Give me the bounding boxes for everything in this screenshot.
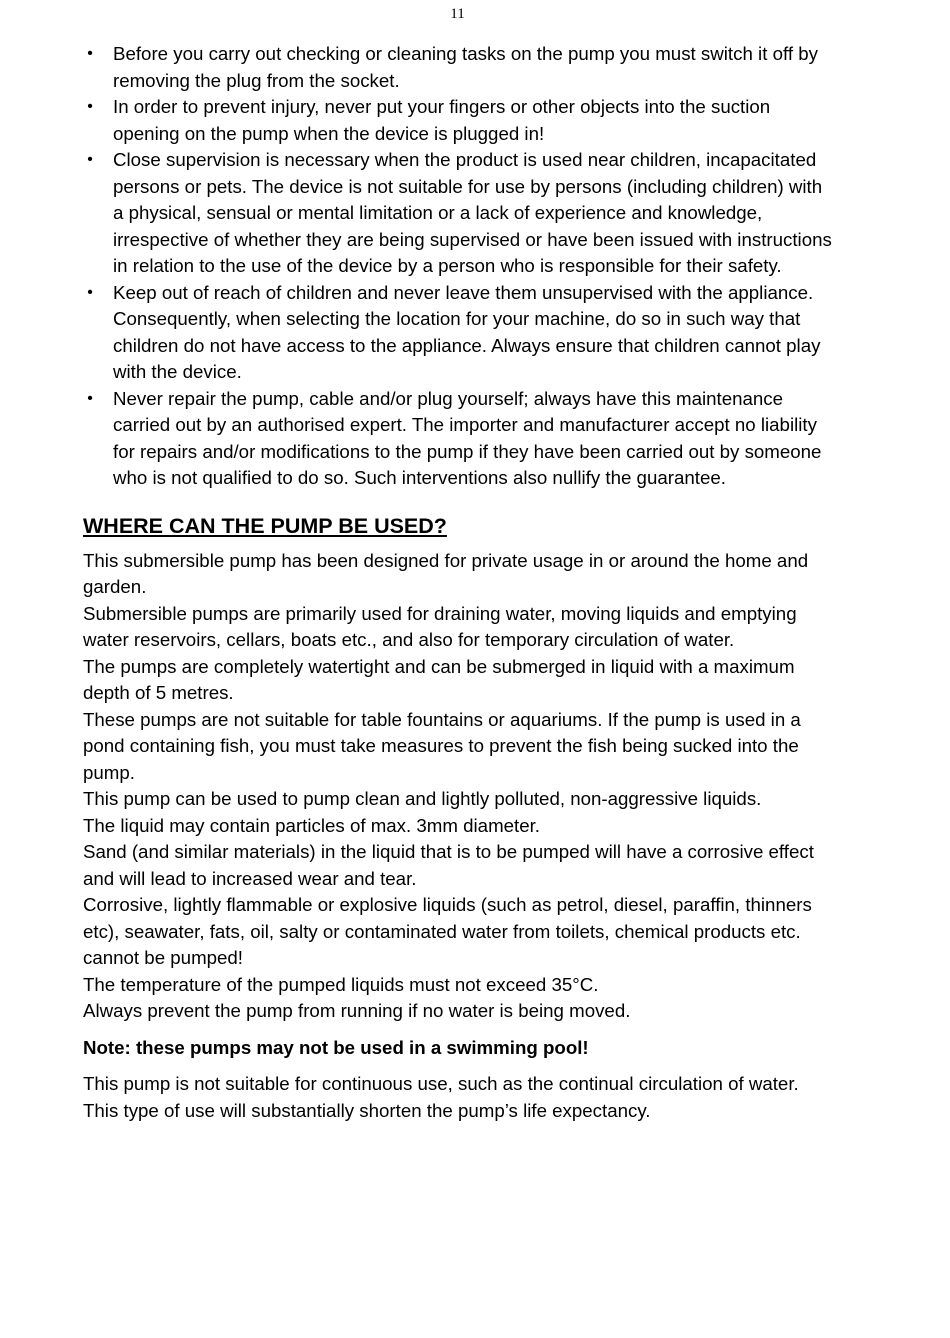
swimming-pool-note: Note: these pumps may not be used in a swimming pool! (83, 1036, 589, 1058)
paragraph: The pumps are completely watertight and can be submerged in liquid with a maximum depth of 5 metres. (83, 655, 795, 703)
paragraph: Submersible pumps are primarily used for draining water, moving liquids and emptying water reservoirs, cellars, boats etc., and also for temporary circulation of water. (83, 602, 797, 650)
paragraph: This pump can be used to pump clean and lightly polluted, non-aggressive liquids. (83, 788, 762, 809)
bullet-icon: • (87, 151, 93, 168)
page-content (83, 41, 833, 1124)
bullet-text: Before you carry out checking or cleaning tasks on the pump you must switch it off by removing the plug from the socket. (113, 43, 818, 91)
usage-paragraphs (83, 548, 833, 1025)
paragraph: The liquid may contain particles of max. 3mm diameter. (83, 814, 540, 836)
bullet-icon: • (87, 283, 93, 301)
bullet-item (83, 41, 833, 94)
bullet-text: In order to prevent injury, never put your fingers or other objects into the suction opening on the pump when the device is plugged in! (113, 96, 771, 144)
section-heading: WHERE CAN THE PUMP BE USED? (83, 513, 447, 538)
bullet-item (83, 147, 833, 280)
bullet-text: Keep out of reach of children and never leave them unsupervised with the appliance. Consequently, when selecting the location for your machine, do so in such way that children do not have access to the appliance. Always ensure that children cannot play with the device. (113, 281, 821, 382)
safety-bullet-list (83, 41, 833, 492)
paragraph: Always prevent the pump from running if no water is being moved. (83, 1000, 631, 1021)
bullet-text: Close supervision is necessary when the product is used near children, incapacitated persons or pets. The device is not suitable for use by persons (including children) with a physical, sensual or mental limitation or a lack of experience and knowledge, irrespective of whether they are being supervised or have been issued with instructions in relation to the use of the device by a person who is responsible for their safety. (113, 149, 832, 276)
paragraph: Corrosive, lightly flammable or explosive liquids (such as petrol, diesel, paraffin, thinners etc), seawater, fats, oil, salty or contaminated water from toilets, chemical products etc. cannot be pumped! (83, 894, 812, 968)
bullet-icon: • (87, 389, 93, 407)
closing-paragraph: This pump is not suitable for continuous use, such as the continual circulation of water. This type of use will substantially shorten the pump’s life expectancy. (83, 1073, 799, 1121)
bullet-item (83, 386, 833, 492)
bullet-item (83, 94, 833, 147)
paragraph: The temperature of the pumped liquids must not exceed 35°C. (83, 973, 599, 995)
paragraph: These pumps are not suitable for table fountains or aquariums. If the pump is used in a pond containing fish, you must take measures to prevent the fish being sucked into the pump. (83, 708, 801, 783)
bullet-icon: • (87, 98, 93, 115)
bullet-item (83, 280, 833, 386)
page-number: 11 (450, 6, 465, 22)
paragraph: Sand (and similar materials) in the liquid that is to be pumped will have a corrosive effect and will lead to increased wear and tear. (83, 841, 814, 889)
bullet-text: Never repair the pump, cable and/or plug yourself; always have this maintenance carried out by an authorised expert. The importer and manufacturer accept no liability for repairs and/or modifications to the pump if they have been carried out by someone who is not qualified to do so. Such interventions also nullify the guarantee. (113, 387, 822, 488)
bullet-icon: • (87, 45, 93, 62)
paragraph: This submersible pump has been designed for private usage in or around the home and garden. (83, 549, 809, 597)
